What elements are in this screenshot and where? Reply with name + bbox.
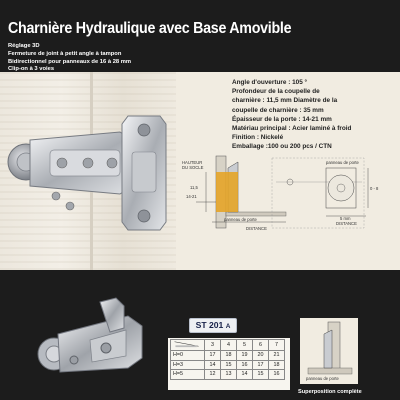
hinge-image [0,72,176,270]
table-row [171,370,285,380]
overlay-diagram [300,318,358,384]
table-cell: 12 [205,370,221,380]
table-col-header: 4 [221,340,237,351]
table-col-header: 5 [237,340,253,351]
diagram-dim: 11,5 [190,185,198,190]
table-row [171,351,285,361]
diagram-label: DISTANCE [246,226,267,231]
feature-item: Réglage 3D [8,43,40,49]
spec-line: Matériau principal : Acier laminé à froid [232,125,352,133]
table-cell: 17 [205,351,221,361]
spec-line: Épaisseur de la porte : 14-21 mm [232,115,332,123]
table-cell: 15 [221,360,237,370]
table-row-label: H=0 [171,351,205,361]
overlay-caption: Superposition complète [298,389,362,395]
table-corner [171,340,205,351]
table-col-header: 3 [205,340,221,351]
table-cell: 18 [221,351,237,361]
diagram-dim: 14-21 [186,194,197,199]
spec-line: charnière : 11,5 mm Diamètre de la [232,97,338,105]
table-cell: 16 [237,360,253,370]
model-suffix: A [225,323,231,330]
table-cell: 17 [253,360,269,370]
diagram-label: DU SOCLE [182,165,204,170]
table-cell: 18 [269,360,285,370]
distance-table [168,338,290,390]
diagram-label: panneau de porte [326,160,359,165]
table-cell: 13 [221,370,237,380]
spec-line: Angle d'ouverture : 105 ° [232,79,308,86]
spec-line: coupelle de charnière : 35 mm [232,106,324,114]
product-photo [0,72,176,270]
table-cell: 14 [205,360,221,370]
table-col-header: 7 [269,340,285,351]
table-cell: 15 [253,370,269,380]
table-row [171,360,285,370]
diagram-dim: 0 - 8 [370,186,379,191]
table-row-label: H=5 [171,370,205,380]
technical-diagram [176,72,400,270]
feature-item: Bidirectionnel pour panneaux de 16 à 28 mm [8,58,132,65]
spec-line: Finition : Nickelé [232,134,284,142]
table-cell: 16 [269,370,285,380]
table-cell: 14 [237,370,253,380]
overlay-drawing [300,318,358,384]
table-row-label: H=3 [171,360,205,370]
overlay-inner-label: panneau de porte [306,376,339,381]
feature-item: Fermeture de joint à petit angle à tampon [8,50,122,57]
table-cell: 20 [253,351,269,361]
spec-line: Emballage :100 ou 200 pcs / CTN [232,143,332,151]
diagram-dim: 5 mm [340,216,351,221]
feature-item: Clip-on à 3 voies [8,66,55,73]
page-title: Charnière Hydraulique avec Base Amovible [8,20,292,37]
table-cell: 19 [237,351,253,361]
table-header-row [171,340,285,351]
table-cell: 21 [269,351,285,361]
specs-panel [176,72,400,270]
spec-line: Profondeur de la coupelle de [232,88,320,96]
model-badge [189,318,237,333]
distance-table-grid [170,339,285,380]
diagram-label: HAUTEUR [182,160,203,165]
diagram-label: DISTANCE [336,221,357,226]
feature-list [8,43,131,74]
model-code: ST 201 [195,320,224,330]
top-view-diagram [272,158,368,228]
table-col-header: 6 [253,340,269,351]
panel-icon [173,340,201,348]
hinge-photo-bottom [30,296,160,396]
diagram-label: panneau de porte [224,217,257,222]
